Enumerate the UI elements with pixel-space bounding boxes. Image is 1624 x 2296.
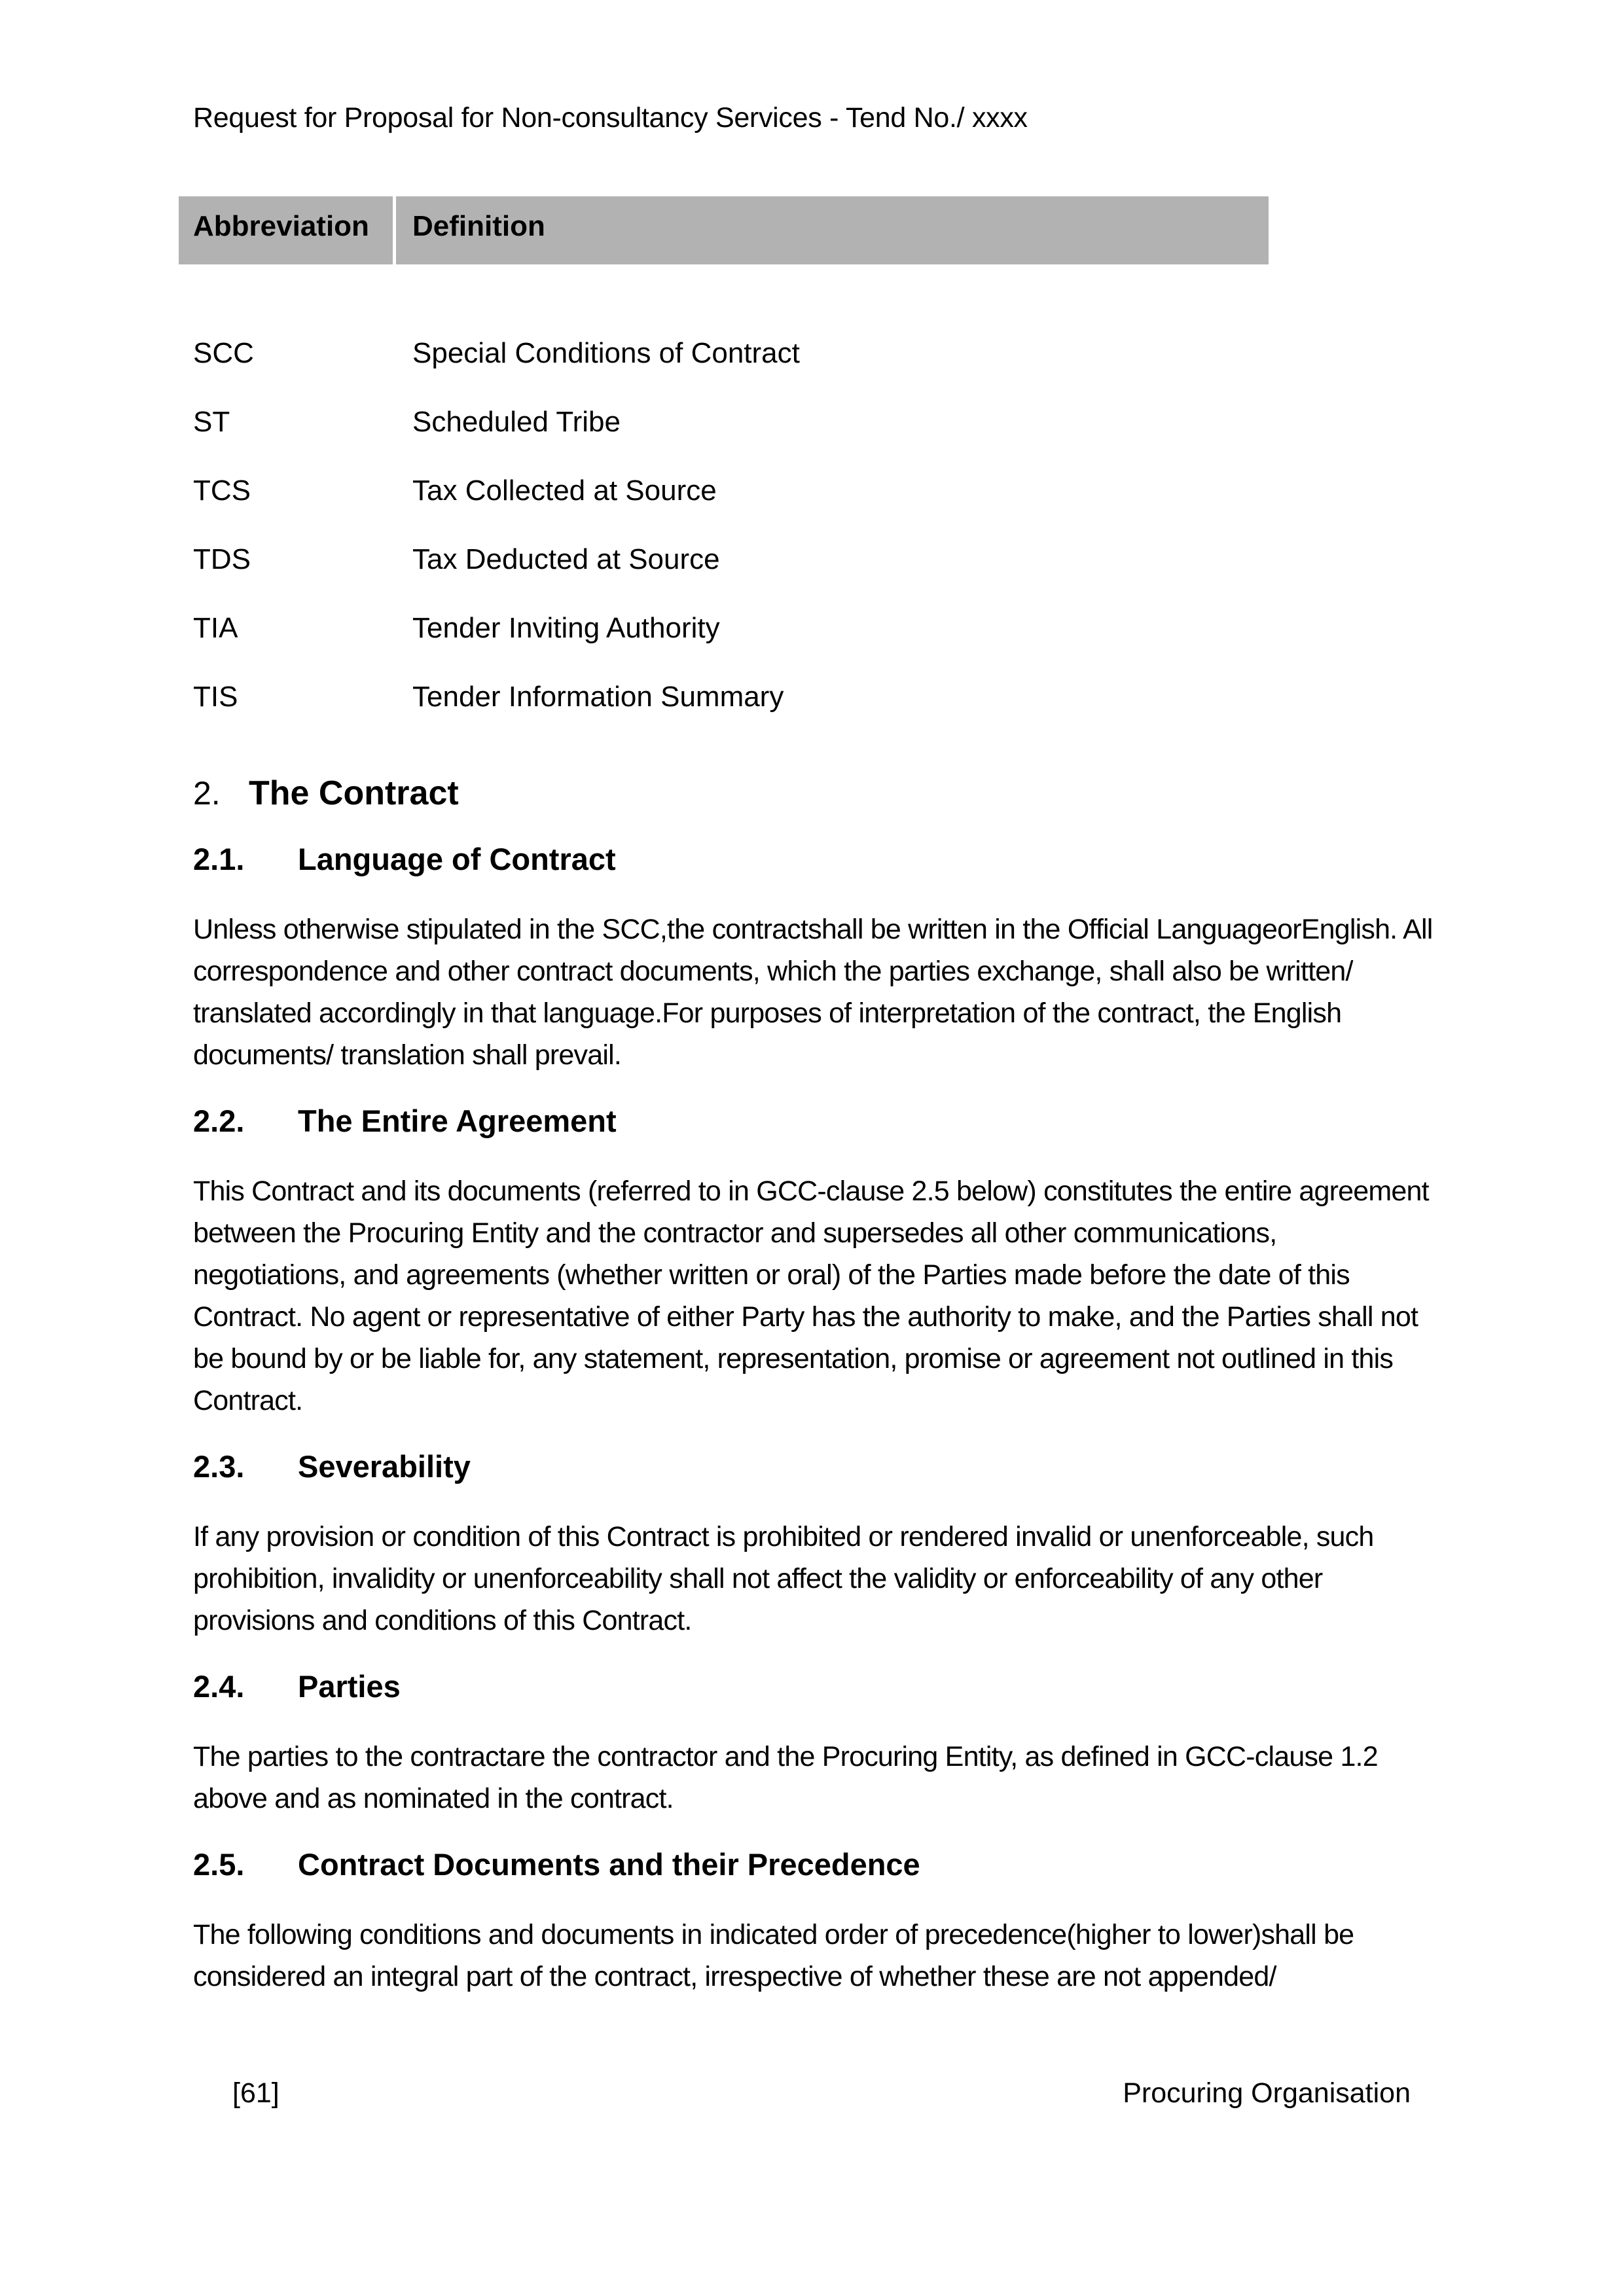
subsection-heading-language-of-contract [193, 843, 1437, 876]
heading-title: The Contract [249, 774, 459, 812]
definition-cell: Special Conditions of Contract [412, 337, 800, 369]
abbreviations-table-body [179, 338, 1269, 750]
definition-cell: Tax Deducted at Source [412, 543, 720, 575]
definition-cell: Tender Inviting Authority [412, 612, 720, 644]
definition-cell: Tender Information Summary [412, 681, 784, 713]
page-number: [61] [232, 2077, 280, 2109]
abbreviations-table-header-row [179, 196, 1269, 264]
contract-sections [193, 772, 1437, 1998]
definition-cell: Tax Collected at Source [412, 475, 717, 507]
abbreviation-cell: TIA [193, 612, 238, 644]
subsection-heading-parties [193, 1670, 1437, 1703]
definition-cell: Scheduled Tribe [412, 406, 621, 438]
page-footer [232, 2076, 1411, 2110]
abbreviation-cell: SCC [193, 337, 254, 369]
subsection-heading-contract-documents-precedence [193, 1848, 1437, 1881]
column-header-definition: Definition [412, 210, 545, 242]
heading-number: 2.2. [193, 1103, 245, 1138]
heading-number: 2.5. [193, 1847, 245, 1882]
heading-title: Parties [298, 1669, 401, 1704]
subsection-heading-severability [193, 1450, 1437, 1483]
subsection-heading-entire-agreement [193, 1105, 1437, 1138]
paragraph-severability: If any provision or condition of this Contract is prohibited or rendered invalid or unenforceable, such prohibition, invalidity or unenforceability shall not affect the validity or enforceability of any other provisions and conditions of this Contract. [193, 1521, 1374, 1636]
heading-title: Language of Contract [298, 842, 616, 876]
paragraph-entire-agreement: This Contract and its documents (referred to in GCC-clause 2.5 below) constitutes the entire agreement between the Procuring Entity and the contractor and supersedes all other communications, negotiations, and agreements (whether written or oral) of the Parties made before the date of this Contract. No agent or representative of either Party has the authority to make, and the Parties shall not be bound by or be liable for, any statement, representation, promise or agreement not outlined in this Contract. [193, 1175, 1429, 1416]
heading-title: Contract Documents and their Precedence [298, 1847, 920, 1882]
abbreviation-cell: ST [193, 406, 230, 438]
column-header-abbreviation: Abbreviation [179, 196, 396, 264]
heading-number: 2.4. [193, 1669, 245, 1704]
table-row [179, 681, 1269, 750]
heading-number: 2.3. [193, 1449, 245, 1484]
table-row [179, 475, 1269, 544]
abbreviation-cell: TCS [193, 475, 251, 507]
heading-title: The Entire Agreement [298, 1103, 617, 1138]
section-heading-the-contract [193, 772, 1437, 814]
running-header: Request for Proposal for Non-consultancy Services - Tend No./ xxxx [193, 102, 1028, 134]
table-row [179, 544, 1269, 613]
abbreviation-cell: TDS [193, 543, 251, 575]
heading-number: 2. [193, 775, 221, 812]
abbreviations-table [179, 196, 1269, 750]
paragraph-language-of-contract: Unless otherwise stipulated in the SCC,the contractshall be written in the Official LanguageorEnglish. All correspondence and other contract documents, which the parties exchange, shall also be written/ translated accordingly in that language.For purposes of interpretation of the contract, the English documents/ translation shall prevail. [193, 914, 1433, 1071]
heading-number: 2.1. [193, 842, 245, 876]
paragraph-contract-documents-precedence: The following conditions and documents in indicated order of precedence(higher to lower)shall be considered an integral part of the contract, irrespective of whether these are not appended/ [193, 1919, 1354, 1992]
abbreviation-cell: TIS [193, 681, 238, 713]
heading-title: Severability [298, 1449, 471, 1484]
table-row [179, 406, 1269, 475]
paragraph-parties: The parties to the contractare the contractor and the Procuring Entity, as defined in GCC-clause 1.2 above and as nominated in the contract. [193, 1741, 1378, 1814]
table-row [179, 613, 1269, 681]
footer-organisation: Procuring Organisation [1123, 2077, 1411, 2109]
table-row [179, 338, 1269, 406]
